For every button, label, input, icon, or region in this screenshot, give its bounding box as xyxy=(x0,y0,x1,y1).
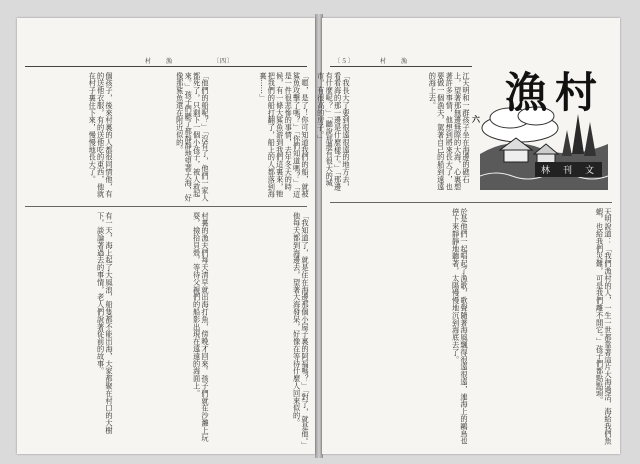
left-text-block: 個孩子，後來村裏的人都很同情他，有的送他衣服，有的送他吃的東西，他就在村子裏住下來，慢慢地長大了。 xyxy=(88,72,114,198)
left-header-rule xyxy=(25,66,307,67)
right-page xyxy=(316,18,620,454)
left-text-block: 「我知道了，就是住在海邊那個小屋子裏的阿福嗎？」「對了，就是他。」他每天都到海邊去，望著大海發呆，好像在等待什麼人回來似的。 xyxy=(292,212,310,446)
right-text-block: 天明說道：「我們漁村的人，一生一世都靠著這片大海過活，海給我們魚蝦，也給我們災難，可是我們離不開它。」孩子們都點點頭。 xyxy=(595,208,613,445)
right-header-rule xyxy=(330,66,472,67)
author-name: 林 刊 文 xyxy=(535,162,602,177)
left-page-number: 〔四〕 xyxy=(213,58,235,65)
right-text-block: 「我長大了要到很遠很遠的地方去，看看海的那一邊是什麼樣子。」「那邊有什麼呢？」「聽說那邊有很大的城市，有很高的房子。」 xyxy=(316,72,351,191)
left-text-block: 「他們的船呢？」「沒有了，他們一家人都死了，只剩下一個小孩子，被人救起來。」孩子們聽了都靜靜地望著大海，好像那鯊魚還在附近似的。 xyxy=(175,72,210,202)
left-text-block: 村裏的漁夫們每天清早就出海打魚，傍晚才回來。孩子們就在沙灘上玩耍，撿拾貝殼，等待父親們的船影出現在遠遠的海面上。 xyxy=(192,212,210,442)
story-title: 漁村 xyxy=(505,68,606,117)
left-text-block: 「嗯，是了！你可知道我們的船，就被鯊魚攻擊了嗎？」「你們知道嗎？」「這是一件很悲慘的事情，去年冬天的時候，有一條大鯊魚游到我們這裏來，牠把我們的船打翻了，船上的人都落到海裏……」 xyxy=(258,72,310,198)
left-column-divider xyxy=(25,206,307,207)
right-text-block: 於是他們一起唱起了漁歌，歌聲隨著海風飄得很遠很遠，連海上的鷗鳥也停下來靜靜地聽著，太陽慢慢地沉到海底去了。 xyxy=(451,208,469,445)
left-running-header: 村 漁 xyxy=(145,58,174,65)
right-column-divider xyxy=(330,202,612,203)
left-text-block: 有一天，海上起了大風浪，船隻都不能出海，大家都聚在村口的大樹下，談論著過去的事情，老人們說著從前的故事。 xyxy=(96,212,114,434)
right-running-header: 村 漁 xyxy=(380,58,409,65)
section-number: 六 xyxy=(472,114,480,124)
left-page xyxy=(17,18,315,454)
right-text-block: 江天明和一群孩子坐在海邊的礁石上，望著那無邊無際的大海，心裏想著許多事情，他想到將來長大了，也要做一個漁夫，駕著自己的船到遠遠的海上去。 xyxy=(428,72,471,191)
title-illustration xyxy=(480,58,608,190)
right-page-number: 〔５〕 xyxy=(334,58,356,65)
